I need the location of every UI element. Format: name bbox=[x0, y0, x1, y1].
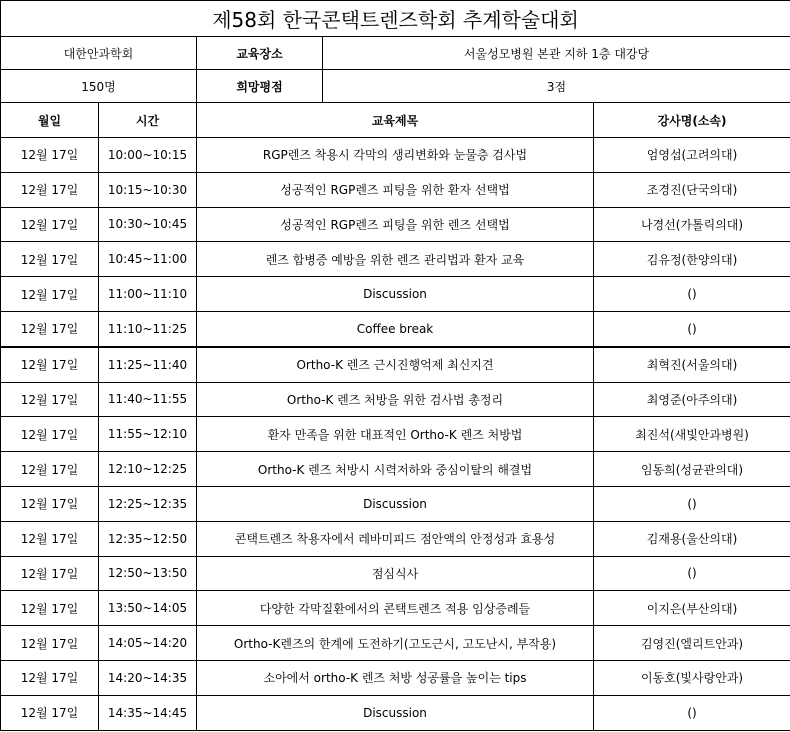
row-date: 12월 17일 bbox=[1, 521, 99, 556]
header-speaker: 강사명(소속) bbox=[594, 103, 790, 138]
table-row bbox=[1, 382, 790, 417]
row-speaker: 김유정(한양의대) bbox=[594, 242, 790, 277]
row-topic: Discussion bbox=[197, 486, 594, 521]
row-speaker: () bbox=[594, 311, 790, 346]
row-time: 10:15~10:30 bbox=[99, 172, 197, 207]
row-speaker: 이동호(빛사랑안과) bbox=[594, 660, 790, 695]
row-time: 12:10~12:25 bbox=[99, 452, 197, 487]
venue-value: 서울성모병원 본관 지하 1층 대강당 bbox=[323, 37, 790, 70]
row-topic: Coffee break bbox=[197, 311, 594, 346]
row-date: 12월 17일 bbox=[1, 695, 99, 730]
row-speaker: () bbox=[594, 486, 790, 521]
table-row bbox=[1, 277, 790, 312]
row-speaker: () bbox=[594, 556, 790, 591]
row-speaker: 엄영섭(고려의대) bbox=[594, 138, 790, 173]
row-date: 12월 17일 bbox=[1, 138, 99, 173]
row-speaker: 조경진(단국의대) bbox=[594, 172, 790, 207]
row-time: 14:05~14:20 bbox=[99, 626, 197, 661]
row-date: 12월 17일 bbox=[1, 382, 99, 417]
row-speaker: 최혁진(서울의대) bbox=[594, 347, 790, 382]
row-topic: 환자 만족을 위한 대표적인 Ortho-K 렌즈 처방법 bbox=[197, 417, 594, 452]
row-date: 12월 17일 bbox=[1, 626, 99, 661]
row-date: 12월 17일 bbox=[1, 311, 99, 346]
table-row bbox=[1, 417, 790, 452]
row-date: 12월 17일 bbox=[1, 660, 99, 695]
row-topic: 성공적인 RGP렌즈 피팅을 위한 렌즈 선택법 bbox=[197, 207, 594, 242]
row-time: 14:35~14:45 bbox=[99, 695, 197, 730]
table-row bbox=[1, 347, 790, 382]
header-topic: 교육제목 bbox=[197, 103, 594, 138]
table-row bbox=[1, 521, 790, 556]
row-speaker: () bbox=[594, 277, 790, 312]
row-date: 12월 17일 bbox=[1, 452, 99, 487]
row-time: 11:40~11:55 bbox=[99, 382, 197, 417]
row-topic: 다양한 각막질환에서의 콘택트렌즈 적용 임상증례들 bbox=[197, 591, 594, 626]
row-topic: Ortho-K 렌즈 처방시 시력저하와 중심이탈의 해결법 bbox=[197, 452, 594, 487]
score-label: 희망평점 bbox=[197, 70, 323, 103]
row-time: 12:50~13:50 bbox=[99, 556, 197, 591]
row-speaker: 임동희(성균관의대) bbox=[594, 452, 790, 487]
row-topic: 성공적인 RGP렌즈 피팅을 위한 환자 선택법 bbox=[197, 172, 594, 207]
row-date: 12월 17일 bbox=[1, 207, 99, 242]
row-date: 12월 17일 bbox=[1, 417, 99, 452]
row-topic: RGP렌즈 착용시 각막의 생리변화와 눈물층 검사법 bbox=[197, 138, 594, 173]
row-topic: 점심식사 bbox=[197, 556, 594, 591]
attendees-value: 150명 bbox=[1, 70, 197, 103]
row-topic: 소아에서 ortho-K 렌즈 처방 성공률을 높이는 tips bbox=[197, 660, 594, 695]
row-speaker: () bbox=[594, 695, 790, 730]
table-row bbox=[1, 311, 790, 346]
row-time: 10:30~10:45 bbox=[99, 207, 197, 242]
row-topic: 렌즈 합병증 예방을 위한 렌즈 관리법과 환자 교육 bbox=[197, 242, 594, 277]
table-row bbox=[1, 591, 790, 626]
row-topic: 콘택트렌즈 착용자에서 레바미피드 점안액의 안정성과 효용성 bbox=[197, 521, 594, 556]
org-value: 대한안과학회 bbox=[1, 37, 197, 70]
row-time: 12:25~12:35 bbox=[99, 486, 197, 521]
row-time: 11:25~11:40 bbox=[99, 347, 197, 382]
row-speaker: 최영준(아주의대) bbox=[594, 382, 790, 417]
table-row bbox=[1, 660, 790, 695]
table-row bbox=[1, 172, 790, 207]
info-row-venue bbox=[1, 37, 790, 70]
row-time: 12:35~12:50 bbox=[99, 521, 197, 556]
row-speaker: 김영진(엘리트안과) bbox=[594, 626, 790, 661]
row-date: 12월 17일 bbox=[1, 242, 99, 277]
table-row bbox=[1, 138, 790, 173]
header-time: 시간 bbox=[99, 103, 197, 138]
row-time: 11:10~11:25 bbox=[99, 311, 197, 346]
row-date: 12월 17일 bbox=[1, 347, 99, 382]
table-row bbox=[1, 452, 790, 487]
row-date: 12월 17일 bbox=[1, 556, 99, 591]
score-value: 3점 bbox=[323, 70, 790, 103]
row-date: 12월 17일 bbox=[1, 172, 99, 207]
table-row bbox=[1, 207, 790, 242]
row-topic: Ortho-K렌즈의 한계에 도전하기(고도근시, 고도난시, 부작용) bbox=[197, 626, 594, 661]
row-topic: Discussion bbox=[197, 277, 594, 312]
row-date: 12월 17일 bbox=[1, 486, 99, 521]
row-speaker: 이지은(부산의대) bbox=[594, 591, 790, 626]
table-row bbox=[1, 556, 790, 591]
table-row bbox=[1, 242, 790, 277]
row-time: 10:45~11:00 bbox=[99, 242, 197, 277]
table-row bbox=[1, 626, 790, 661]
row-date: 12월 17일 bbox=[1, 591, 99, 626]
header-date: 월일 bbox=[1, 103, 99, 138]
table-row bbox=[1, 486, 790, 521]
row-speaker: 나경선(가톨릭의대) bbox=[594, 207, 790, 242]
row-date: 12월 17일 bbox=[1, 277, 99, 312]
row-time: 13:50~14:05 bbox=[99, 591, 197, 626]
venue-label: 교육장소 bbox=[197, 37, 323, 70]
table-header-row bbox=[1, 103, 790, 138]
row-topic: Ortho-K 렌즈 처방을 위한 검사법 총정리 bbox=[197, 382, 594, 417]
row-time: 14:20~14:35 bbox=[99, 660, 197, 695]
row-time: 11:55~12:10 bbox=[99, 417, 197, 452]
page-title: 제58회 한국콘택트렌즈학회 추계학술대회 bbox=[1, 1, 790, 37]
row-time: 11:00~11:10 bbox=[99, 277, 197, 312]
row-speaker: 최진석(새빛안과병원) bbox=[594, 417, 790, 452]
row-time: 10:00~10:15 bbox=[99, 138, 197, 173]
row-topic: Discussion bbox=[197, 695, 594, 730]
row-topic: Ortho-K 렌즈 근시진행억제 최신지견 bbox=[197, 347, 594, 382]
row-speaker: 김재용(울산의대) bbox=[594, 521, 790, 556]
table-row bbox=[1, 695, 790, 730]
info-row-score bbox=[1, 70, 790, 103]
